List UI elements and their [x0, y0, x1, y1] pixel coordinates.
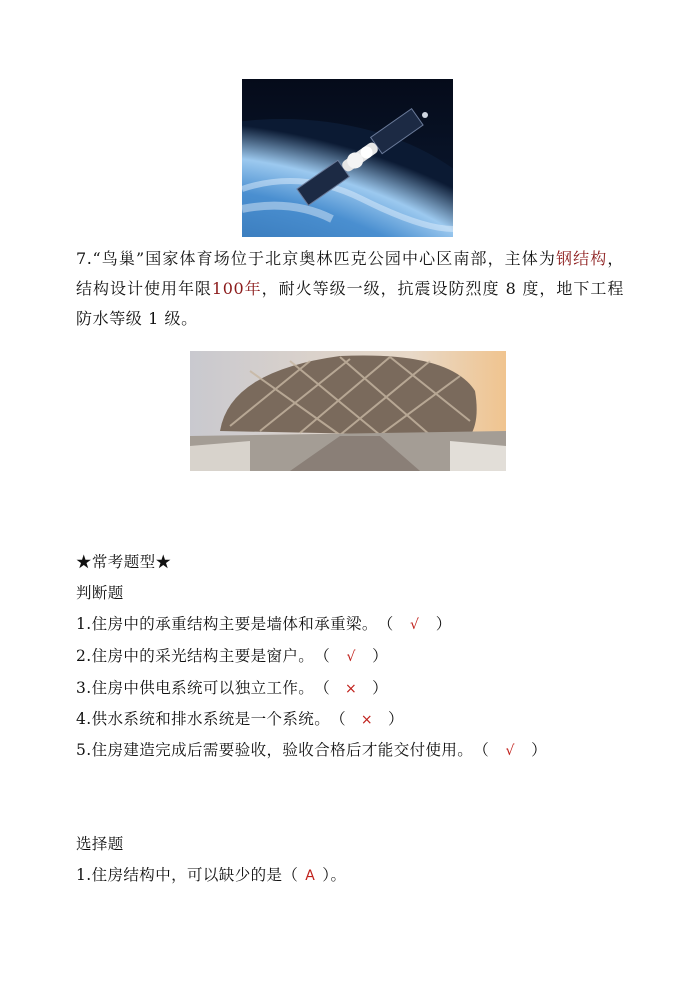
judge-item: 3.住房中供电系统可以独立工作。（ × ） [76, 679, 389, 697]
choice-heading: 选择题 [76, 835, 124, 853]
choice-question: 1.住房结构中，可以缺少的是 [76, 866, 283, 884]
judge-question: 2.住房中的采光结构主要是窗户。 [76, 647, 315, 665]
judge-item: 4.供水系统和排水系统是一个系统。（ × ） [76, 710, 404, 728]
section-heading: ★常考题型★ [76, 553, 172, 571]
satellite-image [242, 79, 453, 237]
steel-structure-highlight: 钢结构 [556, 249, 608, 268]
judge-item: 1.住房中的承重结构主要是墙体和承重梁。（ √ ） [76, 615, 452, 633]
judge-answer: × [360, 712, 374, 728]
item-7-text-b: ，结构设计使用年限 [76, 249, 624, 298]
judge-heading: 判断题 [76, 584, 124, 602]
judge-answer: √ [505, 743, 515, 759]
judge-question: 3.住房中供电系统可以独立工作。 [76, 679, 315, 697]
judge-question: 4.供水系统和排水系统是一个系统。 [76, 710, 331, 728]
birds-nest-image [190, 351, 506, 471]
item-7-number: 7. [76, 249, 93, 268]
item-7-text-a: “鸟巢”国家体育场位于北京奥林匹克公园中心区南部，主体为 [92, 249, 557, 268]
judge-question: 5.住房建造完成后需要验收，验收合格后才能交付使用。 [76, 741, 474, 759]
choice-answer: A [305, 868, 316, 884]
judge-item: 2.住房中的采光结构主要是窗户。（ √ ） [76, 647, 389, 665]
judge-answer: √ [346, 649, 356, 665]
years-highlight: 100年 [211, 279, 262, 298]
judge-answer: × [345, 681, 358, 697]
item-7-paragraph [76, 244, 624, 334]
judge-answer: √ [410, 617, 420, 633]
choice-item: 1.住房结构中，可以缺少的是（ A ）。 [76, 866, 347, 884]
judge-item: 5.住房建造完成后需要验收，验收合格后才能交付使用。（ √ ） [76, 741, 548, 759]
item-7-text-c: ，耐火等级一级，抗震设防烈度 8 度，地下工程防水等级 1 级。 [76, 279, 624, 328]
judge-question: 1.住房中的承重结构主要是墙体和承重梁。 [76, 615, 378, 633]
